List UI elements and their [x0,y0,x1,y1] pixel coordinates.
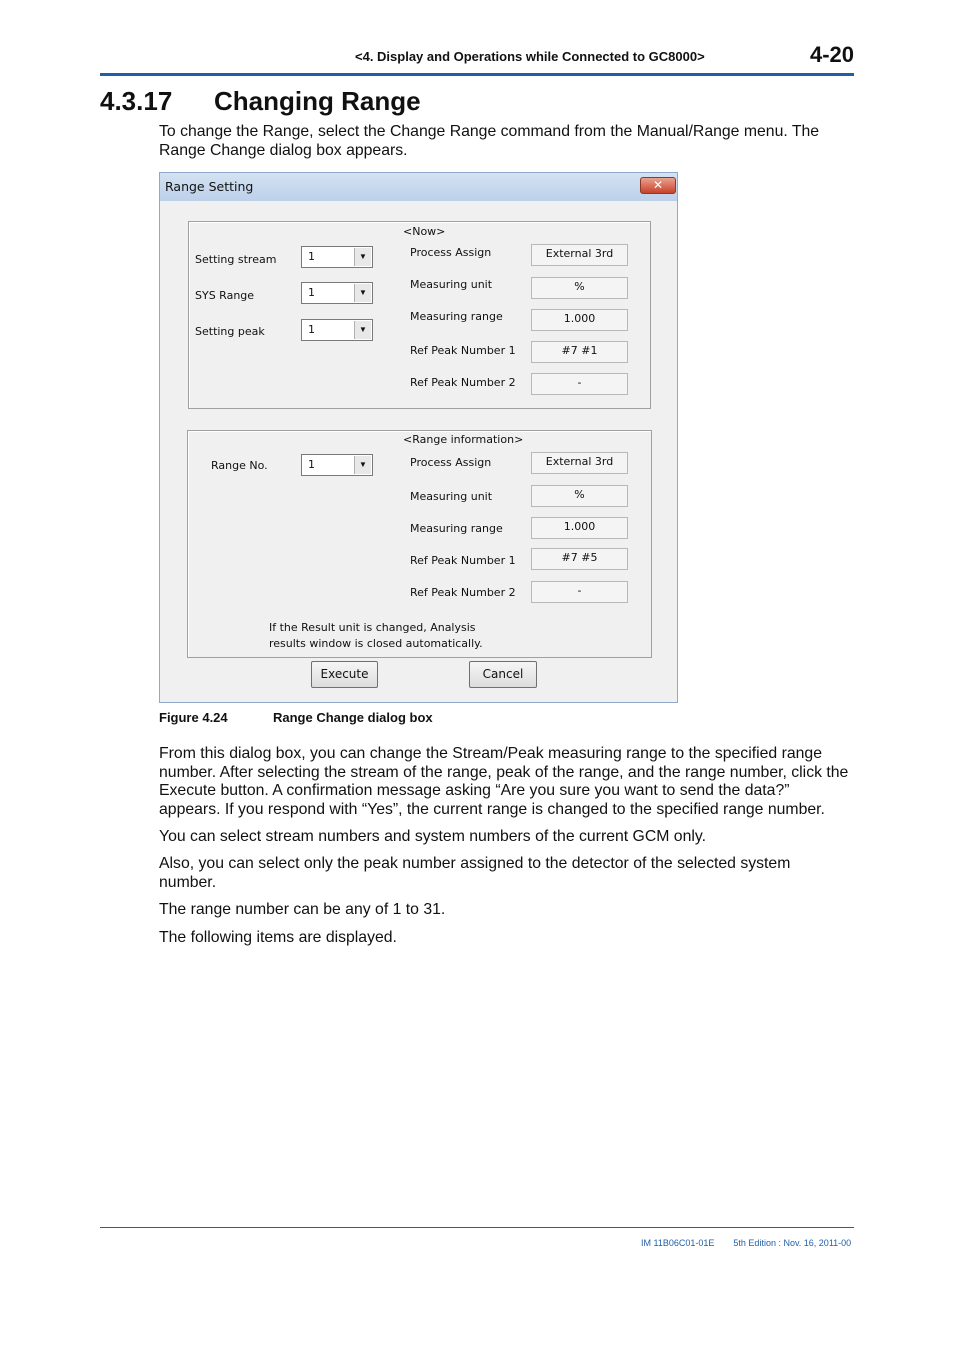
doc-id: IM 11B06C01-01E [641,1238,715,1248]
ri-ref-peak1-label: Ref Peak Number 1 [410,554,516,567]
ri-process-assign-value: External 3rd [531,452,628,474]
body-paragraph-5: The following items are displayed. [159,929,397,946]
dialog-title: Range Setting [165,179,254,194]
footer [641,1238,851,1248]
ri-measuring-range-value: 1.000 [531,517,628,539]
range-info-heading: <Range information> [403,433,524,446]
close-icon[interactable]: ✕ [640,177,676,194]
note-line-2: results window is closed automatically. [269,637,483,650]
sys-range-label: SYS Range [195,289,255,302]
ri-measuring-unit-value: % [531,485,628,507]
ri-measuring-unit-label: Measuring unit [410,490,493,503]
section-number: 4.3.17 [100,86,173,116]
sys-range-select[interactable] [301,282,373,304]
body-paragraph-1: From this dialog box, you can change the Stream/Peak measuring range to the specified range number. After selecting the stream of the range, peak of the range, and the range number, click the Execute button. A confirmation message asking “Are you sure you want to send the data?” appears. If you respond with “Yes”, the current range is changed to the specified range number. [159,745,849,818]
ri-ref-peak1-value: #7 #5 [531,548,628,570]
now-measuring-unit-label: Measuring unit [410,278,493,291]
setting-stream-label: Setting stream [195,253,277,266]
range-no-label: Range No. [211,459,268,472]
edition: 5th Edition : Nov. 16, 2011-00 [733,1238,852,1248]
range-no-select[interactable] [301,454,373,476]
setting-peak-select[interactable] [301,319,373,341]
body-paragraph-3: Also, you can select only the peak number assigned to the detector of the selected system number. [159,855,791,891]
ri-ref-peak2-label: Ref Peak Number 2 [410,586,516,599]
range-setting-dialog [159,172,678,703]
header-rule [100,73,854,76]
ri-measuring-range-label: Measuring range [410,522,503,535]
now-ref-peak2-label: Ref Peak Number 2 [410,376,516,389]
now-heading: <Now> [403,225,446,238]
note-line-1: If the Result unit is changed, Analysis [269,621,476,634]
now-process-assign-value: External 3rd [531,244,628,266]
now-ref-peak1-value: #7 #1 [531,341,628,363]
intro-paragraph: To change the Range, select the Change Range command from the Manual/Range menu. The Range Change dialog box appears. [159,123,820,159]
ri-ref-peak2-value: - [531,581,628,603]
setting-peak-value: 1 [308,323,315,336]
chevron-down-icon[interactable]: ▼ [354,248,371,266]
footer-rule [100,1227,854,1228]
now-measuring-unit-value: % [531,277,628,299]
setting-peak-label: Setting peak [195,325,265,338]
setting-stream-select[interactable] [301,246,373,268]
range-no-value: 1 [308,458,315,471]
figure-caption: Range Change dialog box [273,710,433,725]
now-measuring-range-value: 1.000 [531,309,628,331]
now-ref-peak1-label: Ref Peak Number 1 [410,344,516,357]
ri-process-assign-label: Process Assign [410,456,492,469]
execute-button[interactable]: Execute [311,661,378,688]
page-number: 4-20 [810,42,855,67]
chevron-down-icon[interactable]: ▼ [354,456,371,474]
sys-range-value: 1 [308,286,315,299]
body-paragraph-4: The range number can be any of 1 to 31. [159,901,446,918]
chevron-down-icon[interactable]: ▼ [354,321,371,339]
chevron-down-icon[interactable]: ▼ [354,284,371,302]
now-measuring-range-label: Measuring range [410,310,503,323]
figure-number: Figure 4.24 [159,710,228,725]
now-process-assign-label: Process Assign [410,246,492,259]
now-ref-peak2-value: - [531,373,628,395]
section-title: Changing Range [214,86,421,116]
dialog-titlebar [160,173,677,201]
setting-stream-value: 1 [308,250,315,263]
body-paragraph-2: You can select stream numbers and system numbers of the current GCM only. [159,828,706,845]
cancel-button[interactable]: Cancel [469,661,537,688]
chapter-header: <4. Display and Operations while Connected to GC8000> [355,49,705,64]
